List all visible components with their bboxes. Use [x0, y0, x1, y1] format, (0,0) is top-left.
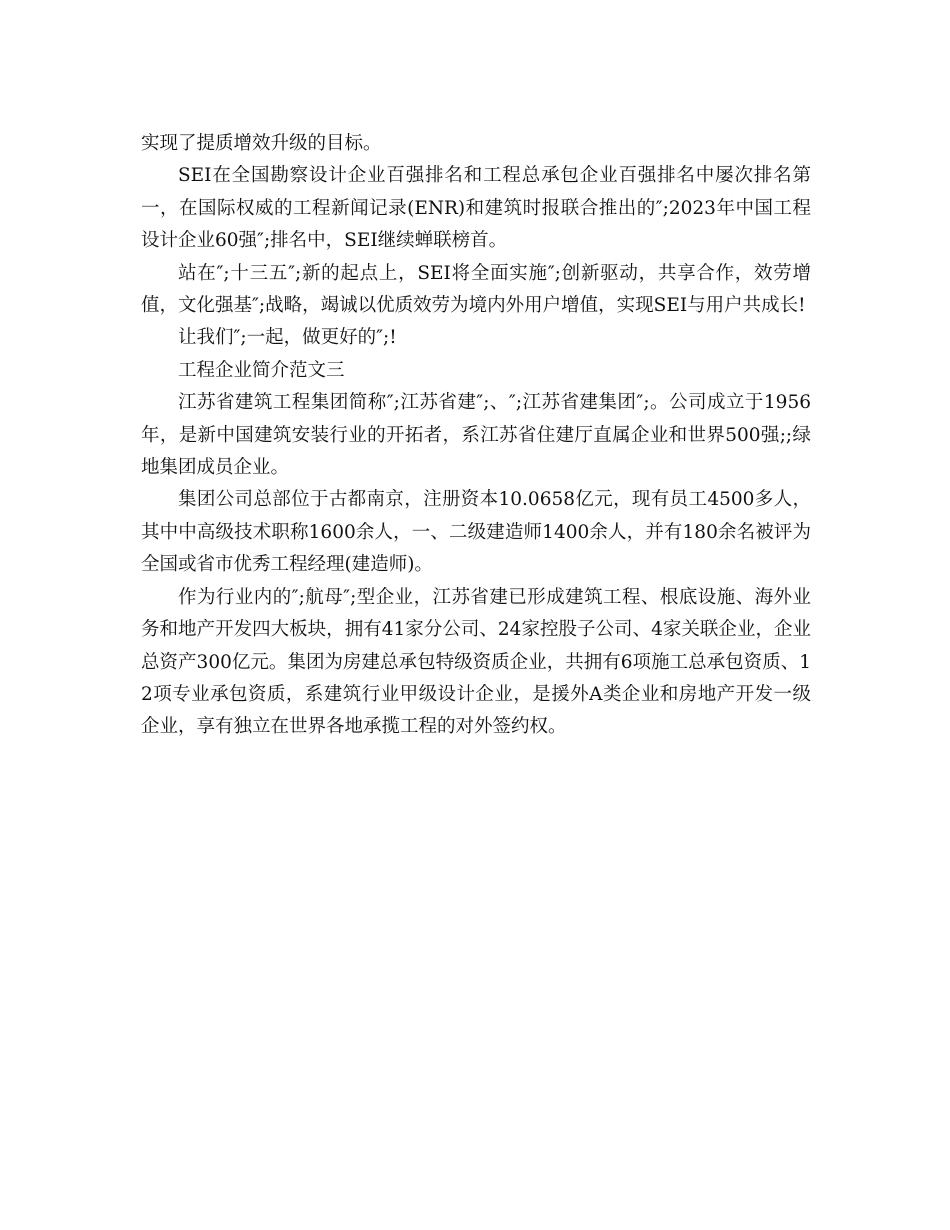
document-body [141, 128, 811, 744]
paragraph-slogan: 让我们″;一起，做更好的″;! [178, 327, 397, 349]
paragraph-business: 作为行业内的″;航母″;型企业，江苏省建已形成建筑工程、根底设施、海外业务和地产开发四大板块，拥有41家分公司、24家控股子公司、4家关联企业，企业总资产300亿元。集团为房建总承包特级资质企业，共拥有6项施工总承包资质、12项专业承包资质，系建筑行业甲级设计企业，是援外A类企业和房地产开发一级企业，享有独立在世界各地承揽工程的对外签约权。 [141, 586, 811, 738]
section-heading: 工程企业简介范文三 [178, 359, 345, 381]
paragraph-continuation: 实现了提质增效升级的目标。 [141, 133, 382, 154]
paragraph-headquarters: 集团公司总部位于古都南京，注册资本10.0658亿元，现有员工4500多人，其中中高级技术职称1600余人，一、二级建造师1400余人，并有180余名被评为全国或省市优秀工程经理(建造师)。 [141, 489, 811, 576]
paragraph-sei-ranking: SEI在全国勘察设计企业百强排名和工程总承包企业百强排名中屡次排名第一，在国际权威的工程新闻记录(ENR)和建筑时报联合推出的″;2023年中国工程设计企业60强″;排名中，SEI继续蝉联榜首。 [141, 165, 811, 252]
paragraph-sei-strategy: 站在″;十三五″;新的起点上，SEI将全面实施″;创新驱动，共享合作，效劳增值，文化强基″;战略，竭诚以优质效劳为境内外用户增值，实现SEI与用户共成长! [141, 262, 811, 317]
paragraph-company-intro: 江苏省建筑工程集团简称″;江苏省建″;、″;江苏省建集团″;。公司成立于1956年，是新中国建筑安装行业的开拓者，系江苏省住建厅直属企业和世界500强;;绿地集团成员企业。 [141, 392, 811, 479]
